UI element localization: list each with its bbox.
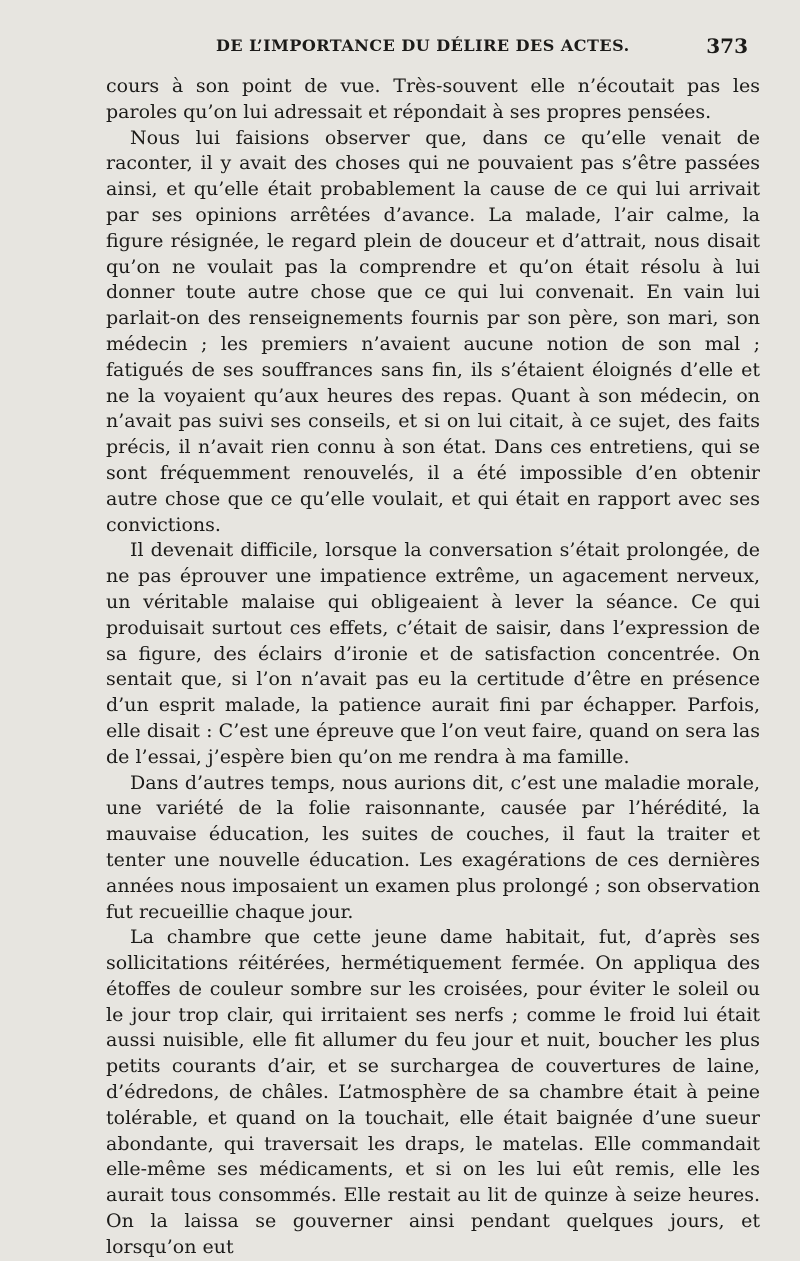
body-text (106, 74, 760, 1261)
running-head (106, 34, 760, 62)
paragraph: Nous lui faisions observer que, dans ce qu’elle venait de raconter, il y avait des choses qui ne pouvaient pas s’être passées ainsi, et qu’elle était probablement la cause de ce qui lui arrivait par ses opinions arrêtées d’avance. La malade, l’air calme, la figure résignée, le regard plein de douceur et d’attrait, nous disait qu’on ne voulait pas la comprendre et qu’on était résolu à lui donner toute autre chose que ce qui lui convenait. En vain lui parlait-on des renseignements fournis par son père, son mari, son médecin ; les premiers n’avaient aucune notion de son mal ; fatigués de ses souffrances sans fin, ils s’étaient éloignés d’elle et ne la voyaient qu’aux heures des repas. Quant à son médecin, on n’avait pas suivi ses conseils, et si on lui citait, à ce sujet, des faits précis, il n’avait rien connu à son état. Dans ces entretiens, qui se sont fréquemment renouvelés, il a été impossible d’en obtenir autre chose que ce qu’elle voulait, et qui était en rapport avec ses convictions. (106, 126, 760, 536)
paragraph: Il devenait difficile, lorsque la conversation s’était prolongée, de ne pas éprouver une impatience extrême, un agacement nerveux, un véritable malaise qui obligeaient à lever la séance. Ce qui produisait surtout ces effets, c’était de saisir, dans l’expression de sa figure, des éclairs d’ironie et de satisfaction concentrée. On sentait que, si l’on n’avait pas eu la certitude d’être en présence d’un esprit malade, la patience aurait fini par échapper. Parfois, elle disait : C’est une épreuve que l’on veut faire, quand on sera las de l’essai, j’espère bien qu’on me rendra à ma famille. (106, 539, 760, 768)
paragraph: Dans d’autres temps, nous aurions dit, c’est une maladie morale, une variété de la folie raisonnante, causée par l’hérédité, la mauvaise éducation, les suites de couches, il faut la traiter et tenter une nouvelle éducation. Les exagérations de ces dernières années nous imposaient un examen plus prolongé ; son observation fut recueillie chaque jour. (106, 771, 760, 923)
paragraph: La chambre que cette jeune dame habitait, fut, d’après ses sollicitations réitérées, hermétiquement fermée. On appliqua des étoffes de couleur sombre sur les croisées, pour éviter le soleil ou le jour trop clair, qui irritaient ses nerfs ; comme le froid lui était aussi nuisible, elle fit allumer du feu jour et nuit, boucher les plus petits courants d’air, et se surchargea de couvertures de laine, d’édredons, de châles. L’atmosphère de sa chambre était à peine tolérable, et quand on la touchait, elle était baignée d’une sueur abondante, qui traversait les draps, le matelas. Elle commandait elle-même ses médicaments, et si on les lui eût remis, elle les aurait tous consommés. Elle restait au lit de quinze à seize heures. On la laissa se gouverner ainsi pendant quelques jours, et lorsqu’on eut (106, 926, 760, 1258)
running-title: DE L’IMPORTANCE DU DÉLIRE DES ACTES. (216, 36, 630, 55)
paragraph-continuation: cours à son point de vue. Très-souvent elle n’écoutait pas les paroles qu’on lui adressait et répondait à ses propres pensées. (106, 75, 760, 123)
page-number: 373 (706, 34, 748, 58)
